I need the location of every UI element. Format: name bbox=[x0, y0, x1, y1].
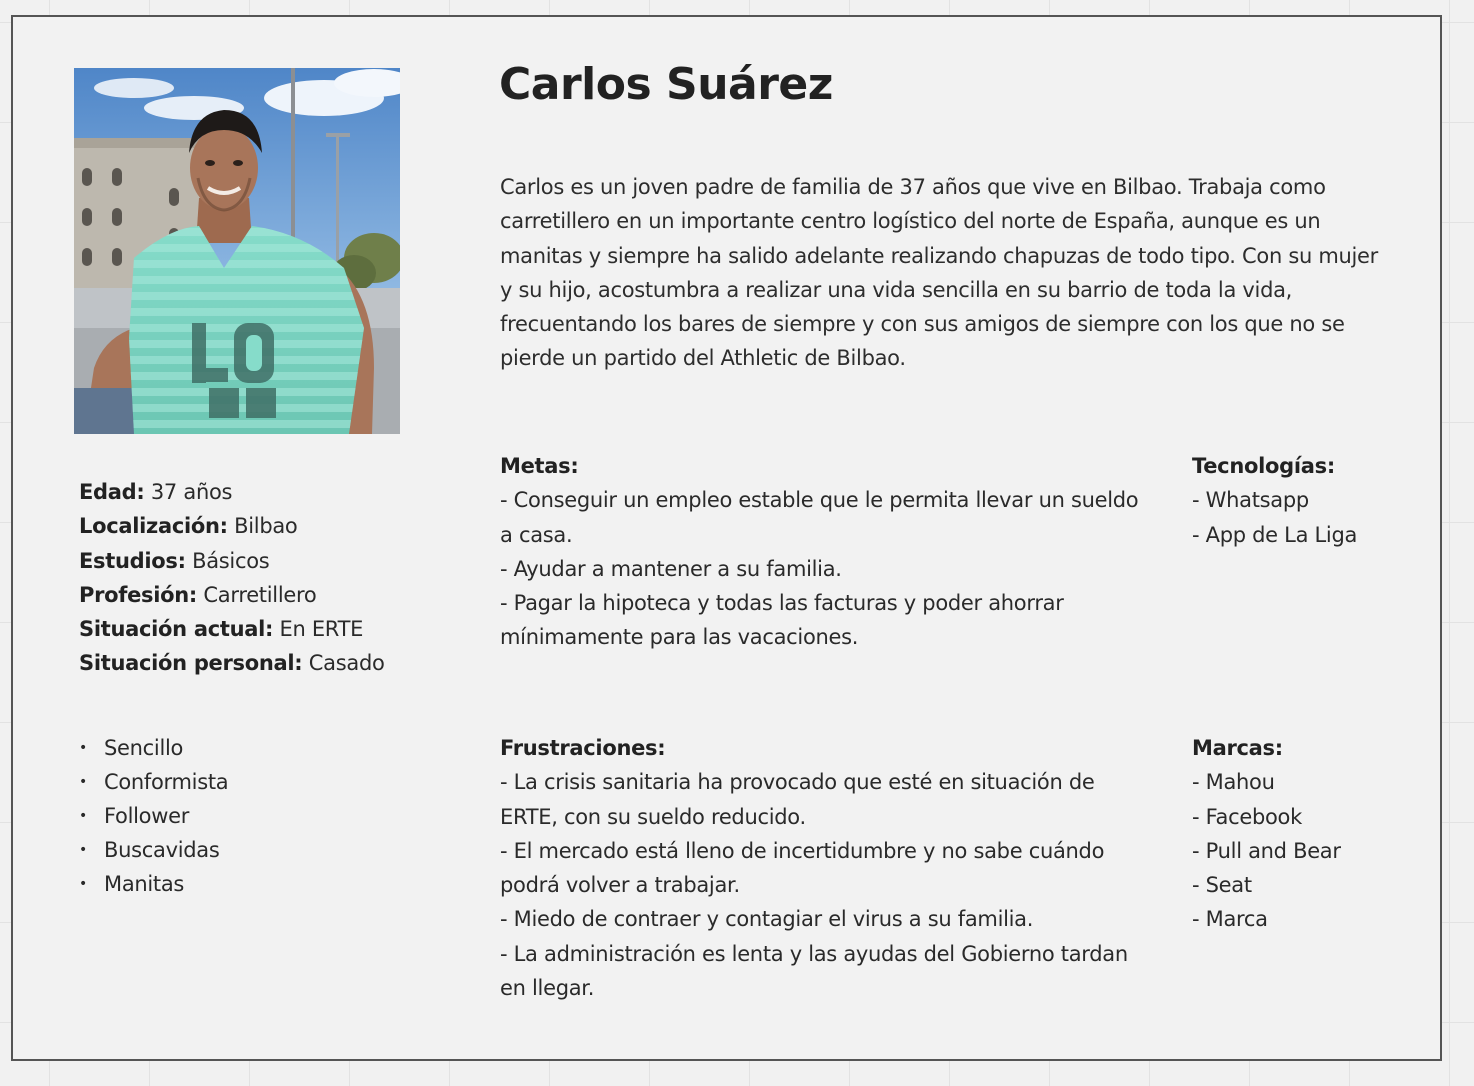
frustraciones-title: Frustraciones: bbox=[500, 736, 666, 760]
fact-value: Bilbao bbox=[234, 514, 298, 539]
marcas-section bbox=[1192, 731, 1432, 937]
bullet-icon: • bbox=[79, 808, 87, 824]
persona-name: Carlos Suárez bbox=[499, 59, 833, 110]
fact-label: Situación actual: bbox=[79, 617, 274, 642]
tecnologias-title: Tecnologías: bbox=[1192, 454, 1335, 478]
fact-estudios bbox=[79, 544, 459, 578]
fact-localizacion bbox=[79, 509, 459, 543]
fact-label: Localización: bbox=[79, 514, 228, 539]
tecnologia-item: - App de La Liga bbox=[1192, 522, 1358, 547]
trait-label: Follower bbox=[104, 804, 190, 828]
tecnologias-section bbox=[1192, 449, 1432, 552]
trait-label: Conformista bbox=[104, 770, 229, 794]
trait-label: Buscavidas bbox=[104, 838, 220, 862]
frustracion-item: - El mercado está lleno de incertidumbre y no sabe cuándo podrá volver a trabajar. bbox=[500, 838, 1105, 898]
list-item bbox=[79, 867, 228, 901]
marca-item: - Marca bbox=[1192, 907, 1268, 932]
bullet-icon: • bbox=[79, 740, 87, 756]
trait-label: Sencillo bbox=[104, 736, 184, 760]
persona-facts bbox=[79, 475, 459, 681]
metas-section bbox=[500, 449, 1140, 655]
persona-traits bbox=[79, 731, 228, 901]
fact-value: Básicos bbox=[192, 548, 270, 573]
meta-item: - Conseguir un empleo estable que le permita llevar un sueldo a casa. bbox=[500, 488, 1139, 547]
fact-value: Carretillero bbox=[203, 582, 317, 607]
fact-label: Situación personal: bbox=[79, 651, 303, 676]
list-item bbox=[79, 799, 228, 833]
fact-value: 37 años bbox=[150, 480, 233, 504]
fact-situacion-personal bbox=[79, 646, 459, 680]
frustracion-item: - La crisis sanitaria ha provocado que esté en situación de ERTE, con su sueldo reducido. bbox=[500, 770, 1095, 829]
frustraciones-section bbox=[500, 731, 1140, 1005]
fact-situacion-actual bbox=[79, 612, 459, 646]
persona-photo bbox=[74, 68, 400, 434]
list-item bbox=[79, 731, 228, 765]
frustracion-item: - La administración es lenta y las ayudas del Gobierno tardan en llegar. bbox=[500, 941, 1128, 1001]
list-item bbox=[79, 833, 228, 867]
persona-card bbox=[11, 15, 1442, 1061]
meta-item: - Pagar la hipoteca y todas las facturas y poder ahorrar mínimamente para las vacaciones. bbox=[500, 591, 1064, 650]
fact-value: Casado bbox=[308, 651, 385, 676]
fact-profesion bbox=[79, 578, 459, 612]
marca-item: - Mahou bbox=[1192, 770, 1275, 795]
marca-item: - Facebook bbox=[1192, 804, 1302, 829]
fact-edad bbox=[79, 475, 459, 509]
metas-title: Metas: bbox=[500, 454, 579, 478]
list-item bbox=[79, 765, 228, 799]
tecnologia-item: - Whatsapp bbox=[1192, 488, 1309, 513]
bullet-icon: • bbox=[79, 842, 87, 858]
marca-item: - Pull and Bear bbox=[1192, 838, 1341, 863]
fact-value: En ERTE bbox=[279, 617, 364, 642]
marca-item: - Seat bbox=[1192, 873, 1252, 898]
bullet-icon: • bbox=[79, 876, 87, 892]
fact-label: Estudios: bbox=[79, 548, 186, 573]
fact-label: Profesión: bbox=[79, 582, 198, 607]
bullet-icon: • bbox=[79, 774, 87, 790]
meta-item: - Ayudar a mantener a su familia. bbox=[500, 556, 842, 581]
marcas-title: Marcas: bbox=[1192, 736, 1283, 760]
persona-bio: Carlos es un joven padre de familia de 37 años que vive en Bilbao. Trabaja como carretillero en un importante centro logístico del norte de España, aunque es un manitas y siempre ha salido adelante realizando chapuzas de todo tipo. Con su mujer y su hijo, acostumbra a realizar una vida sencilla en su barrio de toda la vida, frecuentando los bares de siempre y con sus amigos de siempre con los que no se pierde un partido del Athletic de Bilbao. bbox=[500, 175, 1379, 371]
frustracion-item: - Miedo de contraer y contagiar el virus a su familia. bbox=[500, 907, 1034, 932]
fact-label: Edad: bbox=[79, 480, 145, 504]
trait-label: Manitas bbox=[104, 872, 185, 896]
